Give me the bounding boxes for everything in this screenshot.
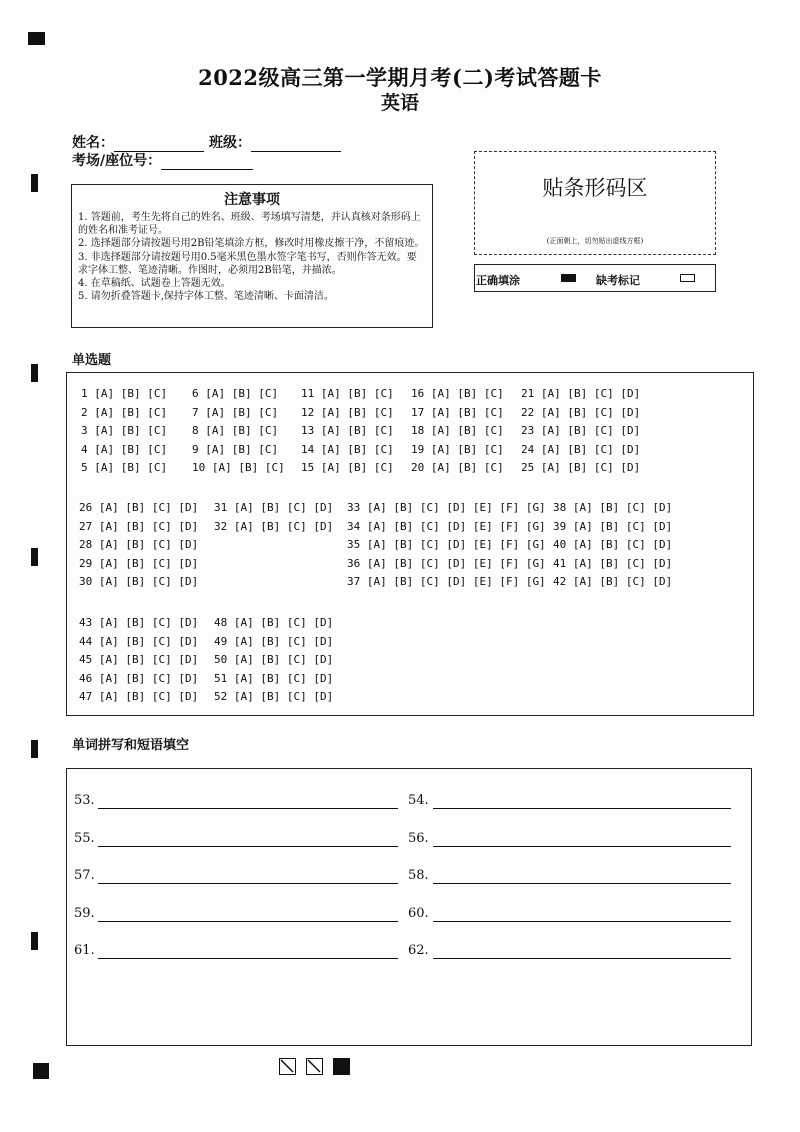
- instruction-item: 5. 请勿折叠答题卡,保持字体工整、笔迹清晰、卡面清洁。: [78, 291, 334, 303]
- mcq-question-6[interactable]: [192, 387, 278, 400]
- timing-mark: [31, 174, 38, 192]
- answer-options[interactable]: [A] [B] [C]: [94, 387, 168, 400]
- mcq-question-7[interactable]: [192, 406, 278, 419]
- question-number: 20: [411, 461, 425, 475]
- mcq-question-2[interactable]: [81, 406, 167, 419]
- mcq-question-25[interactable]: [521, 461, 640, 474]
- mcq-question-33[interactable]: [347, 501, 546, 514]
- question-number: 24: [521, 442, 535, 456]
- timing-mark: [31, 364, 38, 382]
- answer-options[interactable]: [A] [B] [C]: [205, 442, 279, 456]
- answer-line[interactable]: [98, 846, 398, 847]
- answer-options[interactable]: [A] [B] [C] [D]: [98, 501, 199, 514]
- answer-options[interactable]: [A] [B] [C] [D]: [233, 519, 334, 533]
- mcq-question-45[interactable]: [79, 653, 198, 666]
- answer-options[interactable]: [A] [B] [C] [D]: [98, 616, 199, 629]
- mcq-question-46[interactable]: [79, 672, 198, 685]
- question-number: 52: [214, 690, 228, 704]
- answer-line[interactable]: [433, 846, 731, 847]
- question-number: 17: [411, 405, 425, 419]
- answer-line[interactable]: [433, 921, 731, 922]
- question-number: 33: [347, 501, 361, 514]
- question-number: 8: [192, 424, 199, 438]
- answer-options[interactable]: [A] [B] [C] [D]: [98, 671, 199, 685]
- mcq-question-43[interactable]: [79, 616, 198, 629]
- page-marker-slashed: [306, 1058, 323, 1075]
- answer-options[interactable]: [A] [B] [C]: [205, 424, 279, 438]
- blank-number: 62.: [408, 943, 429, 958]
- mcq-section-heading: 单选题: [72, 353, 112, 368]
- mcq-question-52[interactable]: [214, 690, 333, 703]
- question-number: 11: [301, 387, 315, 400]
- question-number: 35: [347, 538, 361, 552]
- fill-answer-box: [66, 768, 752, 1046]
- mcq-question-40[interactable]: [553, 538, 672, 551]
- name-field[interactable]: [72, 132, 204, 152]
- mcq-question-13[interactable]: [301, 424, 394, 437]
- page-marker-filled: [333, 1058, 350, 1075]
- mcq-question-8[interactable]: [192, 424, 278, 437]
- answer-options[interactable]: [A] [B] [C] [D]: [572, 501, 673, 514]
- question-number: 50: [214, 653, 228, 667]
- seat-field[interactable]: [72, 150, 253, 170]
- answer-options[interactable]: [A] [B] [C] [D]: [540, 442, 641, 456]
- question-number: 49: [214, 634, 228, 648]
- mcq-question-36[interactable]: [347, 557, 546, 570]
- timing-mark: [31, 932, 38, 950]
- question-number: 26: [79, 501, 93, 514]
- mcq-answer-box: [66, 372, 754, 716]
- fill-legend: [474, 264, 716, 292]
- absent-mark-label: 缺考标记: [596, 274, 640, 287]
- question-number: 23: [521, 424, 535, 438]
- answer-options[interactable]: [A] [B] [C] [D]: [540, 387, 641, 400]
- correct-fill-label: 正确填涂: [476, 274, 520, 287]
- answer-line[interactable]: [433, 958, 731, 959]
- mcq-question-35[interactable]: [347, 538, 546, 551]
- answer-line[interactable]: [98, 921, 398, 922]
- question-number: 47: [79, 690, 93, 704]
- barcode-hint: (正面朝上，切勿贴出虚线方框): [546, 237, 644, 245]
- mcq-question-50[interactable]: [214, 653, 333, 666]
- timing-mark: [31, 548, 38, 566]
- mcq-question-18[interactable]: [411, 424, 504, 437]
- answer-options[interactable]: [A] [B] [C] [D]: [233, 653, 334, 667]
- question-number: 22: [521, 405, 535, 419]
- absent-mark-box[interactable]: [680, 274, 695, 282]
- answer-line[interactable]: [98, 883, 398, 884]
- answer-options[interactable]: [A] [B] [C] [D]: [572, 538, 673, 552]
- answer-line[interactable]: [433, 883, 731, 884]
- blank-number: 58.: [408, 868, 429, 883]
- question-number: 9: [192, 442, 199, 456]
- answer-options[interactable]: [A] [B] [C] [D] [E] [F] [G]: [366, 501, 546, 514]
- seat-line[interactable]: [161, 155, 253, 170]
- answer-options[interactable]: [A] [B] [C] [D] [E] [F] [G]: [366, 556, 546, 570]
- question-number: 28: [79, 538, 93, 552]
- corner-mark: [28, 32, 45, 45]
- mcq-question-3[interactable]: [81, 424, 167, 437]
- question-number: 51: [214, 671, 228, 685]
- blank-number: 54.: [408, 793, 429, 808]
- blank-number: 53.: [74, 793, 95, 808]
- answer-options[interactable]: [A] [B] [C]: [320, 387, 394, 400]
- slash-icon: [307, 1059, 321, 1073]
- mcq-question-17[interactable]: [411, 406, 504, 419]
- answer-options[interactable]: [A] [B] [C]: [430, 424, 504, 438]
- mcq-question-22[interactable]: [521, 406, 640, 419]
- instruction-item: 1. 答题前，考生先将自己的姓名、班级、考场填写清楚，并认真核对条形码上的姓名和准考证号。: [78, 212, 421, 237]
- answer-options[interactable]: [A] [B] [C] [D]: [98, 556, 199, 570]
- answer-options[interactable]: [A] [B] [C] [D]: [572, 519, 673, 533]
- answer-options[interactable]: [A] [B] [C]: [205, 387, 279, 400]
- mcq-question-11[interactable]: [301, 387, 394, 400]
- answer-options[interactable]: [A] [B] [C]: [320, 405, 394, 419]
- question-number: 43: [79, 616, 93, 629]
- blank-number: 59.: [74, 905, 95, 921]
- mcq-question-44[interactable]: [79, 635, 198, 648]
- instructions-heading: 注意事项: [224, 192, 280, 208]
- question-number: 19: [411, 442, 425, 456]
- blank-number: 60.: [408, 905, 429, 921]
- question-number: 1: [81, 387, 88, 400]
- question-number: 18: [411, 424, 425, 438]
- question-number: 45: [79, 653, 93, 667]
- answer-options[interactable]: [A] [B] [C]: [430, 387, 504, 400]
- question-number: 32: [214, 519, 228, 533]
- mcq-question-30[interactable]: [79, 575, 198, 588]
- question-number: 13: [301, 424, 315, 438]
- answer-options[interactable]: [A] [B] [C]: [320, 461, 394, 475]
- blank-number: 56.: [408, 830, 429, 846]
- answer-options[interactable]: [A] [B] [C]: [430, 405, 504, 419]
- question-number: 40: [553, 538, 567, 552]
- question-number: 31: [214, 501, 228, 514]
- question-number: 10: [192, 461, 206, 475]
- instruction-item: 2. 选择题部分请按题号用2B铅笔填涂方框，修改时用橡皮擦干净，不留痕迹。: [78, 238, 425, 250]
- answer-options[interactable]: [A] [B] [C] [D]: [233, 634, 334, 648]
- mcq-question-23[interactable]: [521, 424, 640, 437]
- subject-title: 英语: [380, 92, 419, 114]
- answer-options[interactable]: [A] [B] [C] [D]: [233, 690, 334, 704]
- answer-options[interactable]: [A] [B] [C] [D]: [98, 634, 199, 648]
- question-number: 4: [81, 442, 88, 456]
- answer-options[interactable]: [A] [B] [C]: [94, 405, 168, 419]
- answer-options[interactable]: [A] [B] [C] [D]: [572, 556, 673, 570]
- class-line[interactable]: [251, 137, 341, 152]
- question-number: 15: [301, 461, 315, 475]
- mcq-question-5[interactable]: [81, 461, 167, 474]
- question-number: 41: [553, 556, 567, 570]
- question-number: 48: [214, 616, 228, 629]
- answer-options[interactable]: [A] [B] [C]: [430, 461, 504, 475]
- answer-options[interactable]: [A] [B] [C] [D] [E] [F] [G]: [366, 519, 546, 533]
- class-label: 班级：: [209, 135, 251, 151]
- class-field[interactable]: [209, 132, 341, 152]
- mcq-question-14[interactable]: [301, 443, 394, 456]
- mcq-question-34[interactable]: [347, 520, 546, 533]
- question-number: 37: [347, 575, 361, 589]
- answer-options[interactable]: [A] [B] [C]: [94, 442, 168, 456]
- page-marker-slashed: [279, 1058, 296, 1075]
- mcq-question-26[interactable]: [79, 501, 198, 514]
- question-number: 44: [79, 634, 93, 648]
- barcode-area: [474, 151, 716, 255]
- mcq-question-29[interactable]: [79, 557, 198, 570]
- mcq-question-21[interactable]: [521, 387, 640, 400]
- mcq-question-42[interactable]: [553, 575, 672, 588]
- answer-options[interactable]: [A] [B] [C] [D]: [98, 538, 199, 552]
- answer-options[interactable]: [A] [B] [C] [D]: [233, 671, 334, 685]
- mcq-question-27[interactable]: [79, 520, 198, 533]
- question-number: 6: [192, 387, 199, 400]
- blank-number: 55.: [74, 830, 95, 846]
- blank-number: 57.: [74, 868, 95, 883]
- question-number: 27: [79, 519, 93, 533]
- mcq-question-41[interactable]: [553, 557, 672, 570]
- mcq-question-49[interactable]: [214, 635, 333, 648]
- mcq-question-47[interactable]: [79, 690, 198, 703]
- answer-options[interactable]: [A] [B] [C] [D]: [233, 501, 334, 514]
- mcq-question-1[interactable]: [81, 387, 167, 400]
- mcq-question-48[interactable]: [214, 616, 333, 629]
- question-number: 34: [347, 519, 361, 533]
- answer-options[interactable]: [A] [B] [C] [D]: [98, 653, 199, 667]
- answer-options[interactable]: [A] [B] [C] [D]: [540, 405, 641, 419]
- mcq-question-20[interactable]: [411, 461, 504, 474]
- seat-label: 考场/座位号：: [72, 153, 162, 169]
- answer-options[interactable]: [A] [B] [C]: [94, 461, 168, 475]
- mcq-question-37[interactable]: [347, 575, 546, 588]
- instructions-box: [71, 184, 433, 328]
- answer-options[interactable]: [A] [B] [C] [D]: [572, 575, 673, 589]
- corner-mark: [33, 1063, 49, 1079]
- question-number: 39: [553, 519, 567, 533]
- page-title: 2022级高三第一学期月考(二)考试答题卡: [198, 65, 602, 90]
- answer-options[interactable]: [A] [B] [C] [D]: [540, 424, 641, 438]
- question-number: 3: [81, 424, 88, 438]
- question-number: 38: [553, 501, 567, 514]
- answer-options[interactable]: [A] [B] [C]: [211, 461, 285, 475]
- answer-options[interactable]: [A] [B] [C] [D] [E] [F] [G]: [366, 538, 546, 552]
- answer-options[interactable]: [A] [B] [C] [D]: [233, 616, 334, 629]
- mcq-question-9[interactable]: [192, 443, 278, 456]
- question-number: 7: [192, 405, 199, 419]
- answer-options[interactable]: [A] [B] [C] [D]: [98, 575, 199, 589]
- mcq-question-4[interactable]: [81, 443, 167, 456]
- question-number: 21: [521, 387, 535, 400]
- mcq-question-24[interactable]: [521, 443, 640, 456]
- mcq-question-19[interactable]: [411, 443, 504, 456]
- mcq-question-38[interactable]: [553, 501, 672, 514]
- instruction-item: 3. 非选择题部分请按题号用0.5毫米黑色墨水签字笔书写，否则作答无效。要求字体工整、笔迹清晰。作图时，必须用2B铅笔，并描浓。: [78, 251, 417, 276]
- question-number: 46: [79, 671, 93, 685]
- blank-number: 61.: [74, 943, 95, 958]
- mcq-question-32[interactable]: [214, 520, 333, 533]
- mcq-question-10[interactable]: [192, 461, 285, 474]
- answer-options[interactable]: [A] [B] [C] [D]: [98, 519, 199, 533]
- answer-options[interactable]: [A] [B] [C] [D] [E] [F] [G]: [366, 575, 546, 589]
- answer-options[interactable]: [A] [B] [C]: [320, 442, 394, 456]
- answer-line[interactable]: [433, 808, 731, 809]
- correct-fill-swatch: [561, 274, 576, 282]
- answer-line[interactable]: [98, 808, 398, 809]
- question-number: 42: [553, 575, 567, 589]
- answer-options[interactable]: [A] [B] [C]: [94, 424, 168, 438]
- question-number: 2: [81, 405, 88, 419]
- answer-options[interactable]: [A] [B] [C]: [320, 424, 394, 438]
- question-number: 30: [79, 575, 93, 589]
- question-number: 14: [301, 442, 315, 456]
- answer-line[interactable]: [98, 958, 398, 959]
- barcode-label: 贴条形码区: [542, 176, 648, 200]
- mcq-question-12[interactable]: [301, 406, 394, 419]
- mcq-question-31[interactable]: [214, 501, 333, 514]
- question-number: 5: [81, 461, 88, 475]
- fill-section-heading: 单词拼写和短语填空: [72, 738, 190, 753]
- mcq-question-15[interactable]: [301, 461, 394, 474]
- mcq-question-16[interactable]: [411, 387, 504, 400]
- question-number: 12: [301, 405, 315, 419]
- mcq-question-39[interactable]: [553, 520, 672, 533]
- timing-mark: [31, 740, 38, 758]
- slash-icon: [280, 1059, 294, 1073]
- answer-options[interactable]: [A] [B] [C]: [205, 405, 279, 419]
- mcq-question-51[interactable]: [214, 672, 333, 685]
- answer-options[interactable]: [A] [B] [C] [D]: [98, 690, 199, 704]
- question-number: 25: [521, 461, 535, 475]
- question-number: 29: [79, 556, 93, 570]
- instruction-item: 4. 在草稿纸、试题卷上答题无效。: [78, 278, 231, 290]
- name-label: 姓名：: [72, 135, 114, 151]
- mcq-question-28[interactable]: [79, 538, 198, 551]
- question-number: 36: [347, 556, 361, 570]
- answer-options[interactable]: [A] [B] [C]: [430, 442, 504, 456]
- answer-options[interactable]: [A] [B] [C] [D]: [540, 461, 641, 475]
- question-number: 16: [411, 387, 425, 400]
